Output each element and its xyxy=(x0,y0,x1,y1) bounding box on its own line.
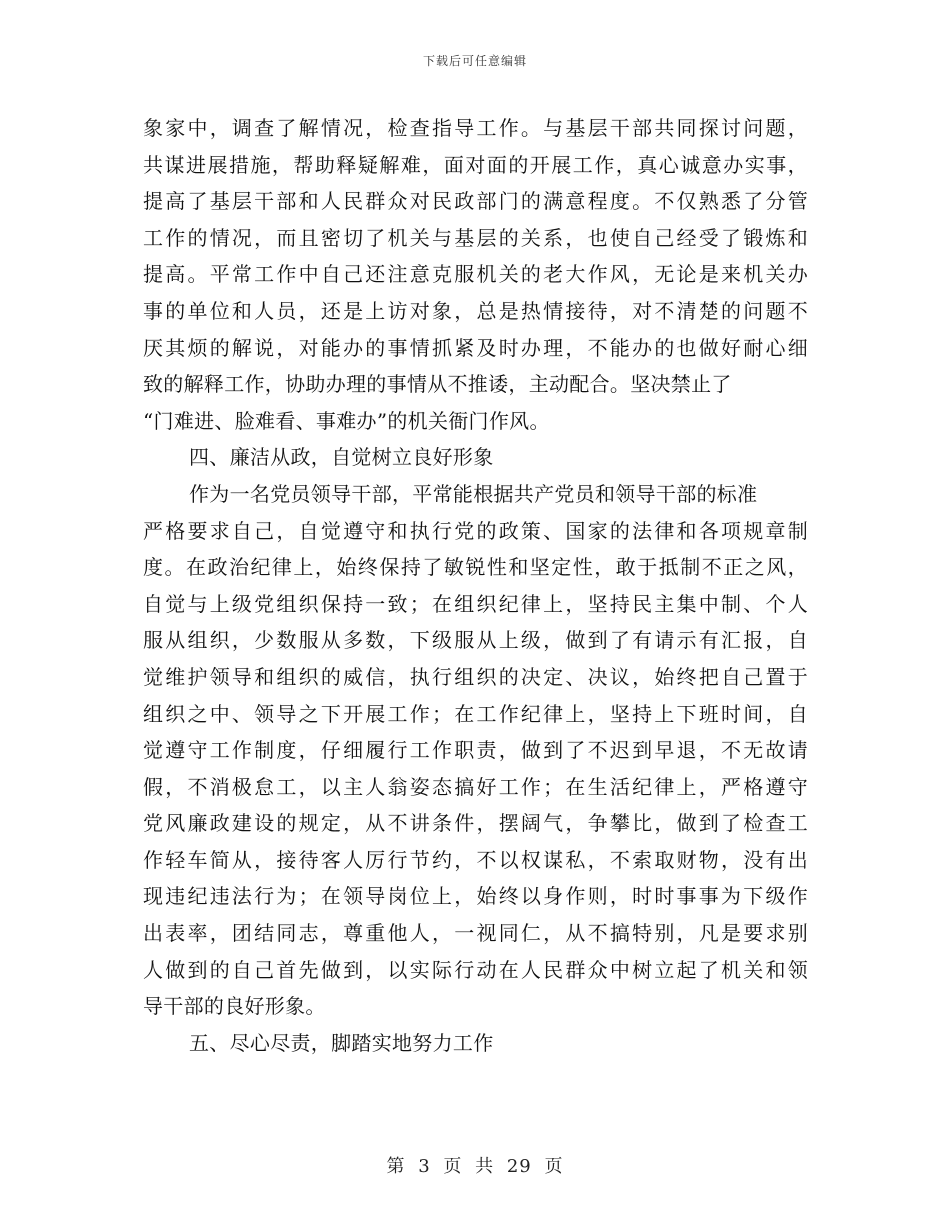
paragraph-line: 人做到的自己首先做到，以实际行动在人民群众中树立起了机关和领 xyxy=(143,957,808,982)
paragraph-line: 厌其烦的解说，对能办的事情抓紧及时办理，不能办的也做好耐心细 xyxy=(143,335,808,360)
paragraph-line: 假，不消极怠工，以主人翁姿态搞好工作；在生活纪律上，严格遵守 xyxy=(143,774,808,799)
paragraph-line: 提高了基层干部和人民群众对民政部门的满意程度。不仅熟悉了分管 xyxy=(143,189,808,214)
page-footer: 第 3 页 共 29 页 xyxy=(386,1156,564,1177)
paragraph-line: 觉维护领导和组织的威信，执行组织的决定、决议，始终把自己置于 xyxy=(143,664,808,689)
section-heading-4: 四、廉洁从政，自觉树立良好形象 xyxy=(189,445,494,470)
paragraph-line: 度。在政治纪律上，始终保持了敏锐性和坚定性，敢于抵制不正之风， xyxy=(143,555,808,580)
paragraph-line: 导干部的良好形象。 xyxy=(143,994,326,1019)
paragraph-line: 现违纪违法行为；在领导岗位上，始终以身作则，时时事事为下级作 xyxy=(143,884,808,909)
document-body xyxy=(143,110,808,1061)
paragraph-line: 象家中，调查了解情况，检查指导工作。与基层干部共同探讨问题， xyxy=(143,116,808,140)
paragraph-line: 作轻车简从，接待客人厉行节约，不以权谋私，不索取财物，没有出 xyxy=(143,847,808,872)
paragraph-line: 党风廉政建设的规定，从不讲条件，摆阔气，争攀比，做到了检查工 xyxy=(143,811,808,836)
paragraph-line: 提高。平常工作中自己还注意克服机关的老大作风，无论是来机关办 xyxy=(143,262,808,287)
page-header: 下载后可任意编辑 xyxy=(422,54,527,68)
paragraph-line: 组织之中、领导之下开展工作；在工作纪律上，坚持上下班时间，自 xyxy=(143,701,808,726)
paragraph-line: 工作的情况，而且密切了机关与基层的关系，也使自己经受了锻炼和 xyxy=(143,225,808,250)
paragraph-line: 作为一名党员领导干部，平常能根据共产党员和领导干部的标准 xyxy=(189,481,758,506)
paragraph-line: 服从组织，少数服从多数，下级服从上级，做到了有请示有汇报，自 xyxy=(143,628,808,653)
section-heading-5: 五、尽心尽责，脚踏实地努力工作 xyxy=(189,1030,494,1055)
paragraph-line: 自觉与上级党组织保持一致；在组织纪律上，坚持民主集中制、个人 xyxy=(143,591,808,616)
paragraph-line: 严格要求自己，自觉遵守和执行党的政策、国家的法律和各项规章制 xyxy=(143,518,808,543)
paragraph-line: 事的单位和人员，还是上访对象，总是热情接待，对不清楚的问题不 xyxy=(143,298,808,323)
paragraph-line: 觉遵守工作制度，仔细履行工作职责，做到了不迟到早退，不无故请 xyxy=(143,738,808,763)
paragraph-line: 致的解释工作，协助办理的事情从不推诿，主动配合。坚决禁止了 xyxy=(143,372,732,397)
paragraph-line: 出表率，团结同志，尊重他人，一视同仁，从不搞特别，凡是要求别 xyxy=(143,921,808,946)
paragraph-line: 共谋进展措施，帮助释疑解难，面对面的开展工作，真心诚意办实事， xyxy=(143,152,808,177)
paragraph-line: “门难进、脸难看、事难办”的机关衙门作风。 xyxy=(143,408,550,433)
